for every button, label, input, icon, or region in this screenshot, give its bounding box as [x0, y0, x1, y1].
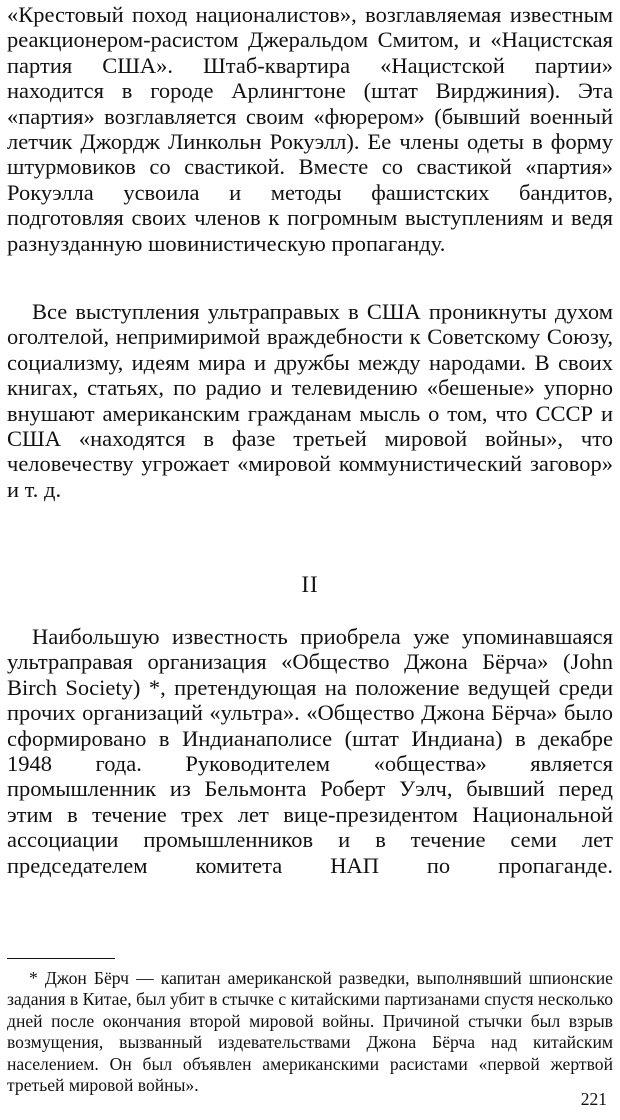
paragraph-ultra-right-hostility: Все выступления ультраправых в США проникнуты духом оголтелой, непримиримой враждебности к Советскому Союзу, социализму, идеям мира и дружбы между народами. В своих книгах, статьях, по радио и телевидению «бешеные» упорно внушают американским гражданам мысль о том, что СССР и США «находятся в фазе третьей мировой войны», что человечеству угрожает «мировой коммунистический заговор» и т. д. — [7, 299, 613, 502]
footnote-divider — [7, 958, 115, 959]
paragraph-nationalist-crusade: «Крестовый поход националистов», возглавляемая известным реакционером-расистом Джеральдом Смитом, и «Нацистская партия США». Штаб-квартира «Нацистской партии» находится в городе Арлингтоне (штат Вирджиния). Эта «партия» возглавляется своим «фюрером» (бывший военный летчик Джордж Линкольн Рокуэлл). Ее члены одеты в форму штурмовиков со свастикой. Вместе со свастикой «партия» Рокуэлла усвоила и методы фашистских бандитов, подготовляя своих членов к погромным выступлениям и ведя разнузданную шовинистическую пропаганду. — [7, 2, 613, 256]
footnote-john-birch: * Джон Бёрч — капитан американской разведки, выполнявший шпионские задания в Китае, был убит в стычке с китайскими партизанами спустя несколько дней после окончания второй мировой войны. Причиной стычки был взрыв возмущения, вызванный издевательствами Джона Бёрча над китайским населением. Он был объявлен американскими расистами «первой жертвой третьей мировой войны». — [7, 968, 613, 1096]
section-heading: II — [301, 572, 319, 597]
book-page — [7, 0, 613, 1120]
paragraph-john-birch-society: Наибольшую известность приобрела уже упоминавшаяся ультраправая организация «Общество Джона Бёрча» (John Birch Society) *, претендующая на положение ведущей среди прочих организаций «ультра». «Общество Джона Бёрча» было сформировано в Индианаполисе (штат Индиана) в декабре 1948 года. Руководителем «общества» является промышленник из Бельмонта Роберт Уэлч, бывший перед этим в течение трех лет вице-президентом Национальной ассоциации промышленников и в течение семи лет председателем комитета НАП по пропаганде. — [7, 624, 613, 878]
page-number: 221 — [580, 1089, 607, 1109]
